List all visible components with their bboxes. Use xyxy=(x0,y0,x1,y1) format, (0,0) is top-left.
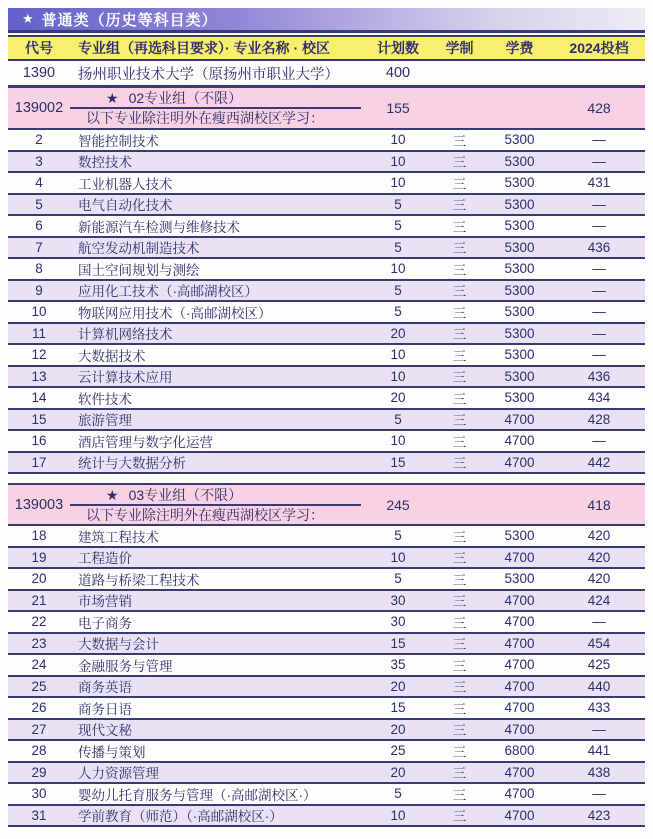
cell-admission: 440 xyxy=(587,678,611,694)
cell-no: 10 xyxy=(31,304,47,320)
cell-name: 新能源汽车检测与维修技术 xyxy=(78,219,240,235)
header-fee: 学费 xyxy=(505,40,534,56)
cell-no: 17 xyxy=(31,454,47,470)
cell-admission: 441 xyxy=(587,743,611,759)
major-row xyxy=(8,634,645,656)
cell-no: 4 xyxy=(35,175,43,191)
cell-admission: 424 xyxy=(587,592,611,608)
cell-duration: 三 xyxy=(452,787,467,803)
cell-fee: 4700 xyxy=(504,411,535,427)
cell-no: 11 xyxy=(31,325,46,341)
cell-plan: 10 xyxy=(390,153,406,169)
cell-name: 工程造价 xyxy=(78,551,132,567)
cell-duration: 三 xyxy=(452,615,467,631)
cell-admission: — xyxy=(592,614,606,630)
cell-no: 9 xyxy=(35,282,43,298)
cell-duration: 三 xyxy=(452,305,467,321)
major-row xyxy=(8,130,645,152)
cell-no: 26 xyxy=(31,700,47,716)
group-gap xyxy=(8,474,645,483)
cell-plan: 15 xyxy=(390,454,406,470)
cell-admission: 423 xyxy=(587,807,611,823)
cell-admission: — xyxy=(592,325,606,341)
cell-duration: 三 xyxy=(452,809,467,825)
cell-no: 24 xyxy=(31,657,47,673)
cell-fee: 4700 xyxy=(504,786,535,802)
major-row xyxy=(8,345,645,367)
major-row xyxy=(8,152,645,174)
star-icon: ★ xyxy=(22,11,34,26)
cell-no: 6 xyxy=(35,218,43,234)
star-icon: ★ xyxy=(106,486,119,503)
cell-plan: 25 xyxy=(390,743,406,759)
major-row xyxy=(8,324,645,346)
cell-plan: 5 xyxy=(394,528,402,544)
cell-duration: 三 xyxy=(452,723,467,739)
cell-fee: 5300 xyxy=(504,528,535,544)
cell-admission: 425 xyxy=(587,657,611,673)
group-admission: 418 xyxy=(587,496,611,513)
cell-fee: 4700 xyxy=(504,549,535,565)
cell-plan: 5 xyxy=(394,304,402,320)
group-note: 以下专业除注明外在瘦西湖校区学习： xyxy=(86,110,324,126)
cell-no: 30 xyxy=(31,786,47,802)
cell-no: 29 xyxy=(31,764,47,780)
cell-fee: 5300 xyxy=(504,347,535,363)
major-row xyxy=(8,431,645,453)
major-row xyxy=(8,388,645,410)
cell-no: 5 xyxy=(35,196,43,212)
cell-fee: 4700 xyxy=(504,721,535,737)
cell-plan: 35 xyxy=(390,657,406,673)
major-row xyxy=(8,259,645,281)
cell-no: 2 xyxy=(35,132,43,148)
major-row xyxy=(8,173,645,195)
cell-name: 婴幼儿托育服务与管理（·高邮湖校区·） xyxy=(78,787,317,803)
cell-name: 学前教育（师范）（·高邮湖校区·） xyxy=(78,809,283,825)
cell-fee: 4700 xyxy=(504,635,535,651)
group-plan: 155 xyxy=(386,100,410,116)
cell-duration: 三 xyxy=(452,391,467,407)
cell-no: 31 xyxy=(31,807,47,823)
cell-plan: 5 xyxy=(394,571,402,587)
cell-duration: 三 xyxy=(452,155,467,171)
cell-plan: 10 xyxy=(390,368,406,384)
cell-duration: 三 xyxy=(452,413,467,429)
cell-no: 25 xyxy=(31,678,47,694)
cell-no: 8 xyxy=(35,261,43,277)
cell-plan: 20 xyxy=(390,390,406,406)
cell-plan: 20 xyxy=(390,721,406,737)
major-row xyxy=(8,784,645,806)
cell-duration: 三 xyxy=(452,284,467,300)
cell-admission: 420 xyxy=(587,528,611,544)
cell-admission: — xyxy=(592,261,606,277)
cell-name: 旅游管理 xyxy=(78,413,132,429)
cell-no: 23 xyxy=(31,635,47,651)
major-row xyxy=(8,410,645,432)
cell-admission: — xyxy=(592,786,606,802)
university-plan: 400 xyxy=(385,65,411,81)
cell-no: 18 xyxy=(31,528,47,544)
major-row xyxy=(8,367,645,389)
cell-fee: 4700 xyxy=(504,433,535,449)
cell-fee: 5300 xyxy=(504,175,535,191)
cell-plan: 20 xyxy=(390,678,406,694)
group-title: 02专业组（不限） xyxy=(128,90,243,106)
cell-duration: 三 xyxy=(452,658,467,674)
cell-duration: 三 xyxy=(452,327,467,343)
cell-admission: — xyxy=(592,218,606,234)
cell-name: 应用化工技术（·高邮湖校区） xyxy=(78,284,258,300)
cell-admission: — xyxy=(592,721,606,737)
cell-admission: 434 xyxy=(587,390,611,406)
cell-admission: 431 xyxy=(587,175,611,191)
cell-fee: 5300 xyxy=(504,304,535,320)
major-row xyxy=(8,526,645,548)
header-code: 代号 xyxy=(25,40,53,56)
category-title: 普通类（历史等科目类） xyxy=(41,11,218,29)
cell-name: 数控技术 xyxy=(78,155,132,171)
major-row xyxy=(8,216,645,238)
cell-duration: 三 xyxy=(452,744,467,760)
cell-plan: 20 xyxy=(390,764,406,780)
header-duration: 学制 xyxy=(445,40,474,56)
group-row-03 xyxy=(8,483,645,526)
cell-admission: 420 xyxy=(587,549,611,565)
cell-duration: 三 xyxy=(452,529,467,545)
cell-duration: 三 xyxy=(452,456,467,472)
cell-duration: 三 xyxy=(452,594,467,610)
cell-no: 3 xyxy=(35,153,43,169)
cell-no: 20 xyxy=(31,571,47,587)
cell-fee: 5300 xyxy=(504,390,535,406)
cell-name: 商务日语 xyxy=(78,701,132,717)
cell-plan: 15 xyxy=(390,700,406,716)
cell-duration: 三 xyxy=(452,766,467,782)
cell-plan: 5 xyxy=(394,282,402,298)
cell-name: 建筑工程技术 xyxy=(78,529,159,545)
cell-name: 大数据技术 xyxy=(78,348,146,364)
cell-plan: 10 xyxy=(390,549,406,565)
cell-duration: 三 xyxy=(452,370,467,386)
cell-plan: 5 xyxy=(394,411,402,427)
major-row xyxy=(8,569,645,591)
cell-name: 传播与策划 xyxy=(78,744,146,760)
cell-no: 19 xyxy=(31,549,47,565)
major-row xyxy=(8,698,645,720)
cell-admission: — xyxy=(592,132,606,148)
cell-admission: — xyxy=(592,304,606,320)
group-code: 139003 xyxy=(14,496,64,513)
cell-no: 21 xyxy=(31,592,47,608)
cell-name: 计算机网络技术 xyxy=(78,327,173,343)
major-row xyxy=(8,195,645,217)
cell-fee: 4700 xyxy=(504,807,535,823)
cell-fee: 5300 xyxy=(504,196,535,212)
cell-plan: 10 xyxy=(390,132,406,148)
cell-fee: 6800 xyxy=(504,743,535,759)
cell-name: 统计与大数据分析 xyxy=(78,456,186,472)
cell-fee: 5300 xyxy=(504,153,535,169)
cell-no: 12 xyxy=(31,347,47,363)
cell-name: 智能控制技术 xyxy=(78,133,159,149)
cell-plan: 10 xyxy=(390,261,406,277)
cell-admission: 442 xyxy=(587,454,611,470)
major-row xyxy=(8,806,645,828)
cell-no: 27 xyxy=(31,721,47,737)
star-icon: ★ xyxy=(106,89,119,106)
cell-name: 大数据与会计 xyxy=(78,637,159,653)
cell-duration: 三 xyxy=(452,348,467,364)
table-header-row xyxy=(8,35,645,61)
cell-name: 商务英语 xyxy=(78,680,132,696)
cell-duration: 三 xyxy=(452,637,467,653)
cell-no: 22 xyxy=(31,614,47,630)
cell-admission: — xyxy=(592,153,606,169)
cell-name: 工业机器人技术 xyxy=(78,176,173,192)
cell-fee: 4700 xyxy=(504,700,535,716)
cell-admission: 420 xyxy=(587,571,611,587)
cell-fee: 5300 xyxy=(504,325,535,341)
cell-plan: 5 xyxy=(394,196,402,212)
group-divider-line xyxy=(70,504,361,506)
group-row-02 xyxy=(8,87,645,130)
cell-admission: — xyxy=(592,347,606,363)
cell-fee: 4700 xyxy=(504,614,535,630)
cell-fee: 5300 xyxy=(504,132,535,148)
cell-name: 物联网应用技术（·高邮湖校区） xyxy=(78,305,272,321)
cell-duration: 三 xyxy=(452,572,467,588)
major-row xyxy=(8,238,645,260)
header-plan: 计划数 xyxy=(377,40,419,56)
major-row xyxy=(8,741,645,763)
cell-name: 道路与桥梁工程技术 xyxy=(78,572,200,588)
cell-fee: 4700 xyxy=(504,657,535,673)
cell-admission: — xyxy=(592,433,606,449)
cell-duration: 三 xyxy=(452,262,467,278)
cell-fee: 5300 xyxy=(504,282,535,298)
cell-name: 软件技术 xyxy=(78,391,132,407)
cell-admission: 436 xyxy=(587,239,611,255)
cell-duration: 三 xyxy=(452,434,467,450)
cell-plan: 30 xyxy=(390,592,406,608)
cell-plan: 10 xyxy=(390,347,406,363)
cell-plan: 10 xyxy=(390,175,406,191)
group-title: 03专业组（不限） xyxy=(128,487,243,503)
cell-admission: 433 xyxy=(587,700,611,716)
cell-fee: 4700 xyxy=(504,592,535,608)
university-code: 1390 xyxy=(22,65,56,81)
cell-fee: 5300 xyxy=(504,218,535,234)
cell-name: 市场营销 xyxy=(78,594,132,610)
university-name: 扬州职业技术大学（原扬州市职业大学） xyxy=(78,66,339,83)
cell-name: 人力资源管理 xyxy=(78,766,159,782)
cell-no: 16 xyxy=(31,433,47,449)
cell-duration: 三 xyxy=(452,241,467,257)
cell-duration: 三 xyxy=(452,551,467,567)
major-row xyxy=(8,763,645,785)
cell-admission: — xyxy=(592,196,606,212)
cell-fee: 5300 xyxy=(504,261,535,277)
cell-plan: 5 xyxy=(394,786,402,802)
major-row xyxy=(8,612,645,634)
group-code: 139002 xyxy=(14,100,64,116)
cell-duration: 三 xyxy=(452,219,467,235)
cell-duration: 三 xyxy=(452,176,467,192)
cell-no: 15 xyxy=(31,411,47,427)
cell-duration: 三 xyxy=(452,133,467,149)
cell-plan: 5 xyxy=(394,239,402,255)
group-admission: 428 xyxy=(587,100,611,116)
cell-name: 电气自动化技术 xyxy=(78,198,173,214)
cell-plan: 15 xyxy=(390,635,406,651)
cell-plan: 10 xyxy=(390,807,406,823)
cell-admission: — xyxy=(592,282,606,298)
cell-fee: 4700 xyxy=(504,678,535,694)
group-plan: 245 xyxy=(386,496,410,513)
major-row xyxy=(8,548,645,570)
cell-name: 国土空间规划与测绘 xyxy=(78,262,200,278)
cell-name: 航空发动机制造技术 xyxy=(78,241,200,257)
cell-fee: 4700 xyxy=(504,454,535,470)
cell-admission: 454 xyxy=(587,635,611,651)
major-row xyxy=(8,302,645,324)
cell-name: 电子商务 xyxy=(78,615,132,631)
major-row xyxy=(8,591,645,613)
major-row xyxy=(8,677,645,699)
major-row xyxy=(8,281,645,303)
cell-no: 7 xyxy=(35,239,43,255)
cell-name: 金融服务与管理 xyxy=(78,658,173,674)
cell-fee: 5300 xyxy=(504,368,535,384)
cell-fee: 5300 xyxy=(504,571,535,587)
major-row xyxy=(8,453,645,475)
cell-name: 云计算技术应用 xyxy=(78,370,173,386)
major-row xyxy=(8,655,645,677)
category-banner xyxy=(8,8,645,33)
group-divider-line xyxy=(70,107,361,109)
cell-no: 28 xyxy=(31,743,47,759)
cell-duration: 三 xyxy=(452,701,467,717)
group-note: 以下专业除注明外在瘦西湖校区学习： xyxy=(86,507,324,523)
cell-admission: 438 xyxy=(587,764,611,780)
cell-duration: 三 xyxy=(452,198,467,214)
cell-plan: 20 xyxy=(390,325,406,341)
cell-name: 现代文秘 xyxy=(78,723,132,739)
cell-fee: 5300 xyxy=(504,239,535,255)
header-major: 专业组（再选科目要求）· 专业名称 · 校区 xyxy=(78,40,330,56)
cell-duration: 三 xyxy=(452,680,467,696)
major-row xyxy=(8,720,645,742)
cell-admission: 436 xyxy=(587,368,611,384)
header-admission: 2024投档 xyxy=(569,40,629,56)
cell-no: 14 xyxy=(31,390,47,406)
cell-plan: 5 xyxy=(394,218,402,234)
cell-admission: 428 xyxy=(587,411,611,427)
cell-name: 酒店管理与数字化运营 xyxy=(78,434,213,450)
university-row xyxy=(8,61,645,87)
cell-plan: 10 xyxy=(390,433,406,449)
cell-no: 13 xyxy=(31,368,47,384)
cell-fee: 4700 xyxy=(504,764,535,780)
cell-plan: 30 xyxy=(390,614,406,630)
